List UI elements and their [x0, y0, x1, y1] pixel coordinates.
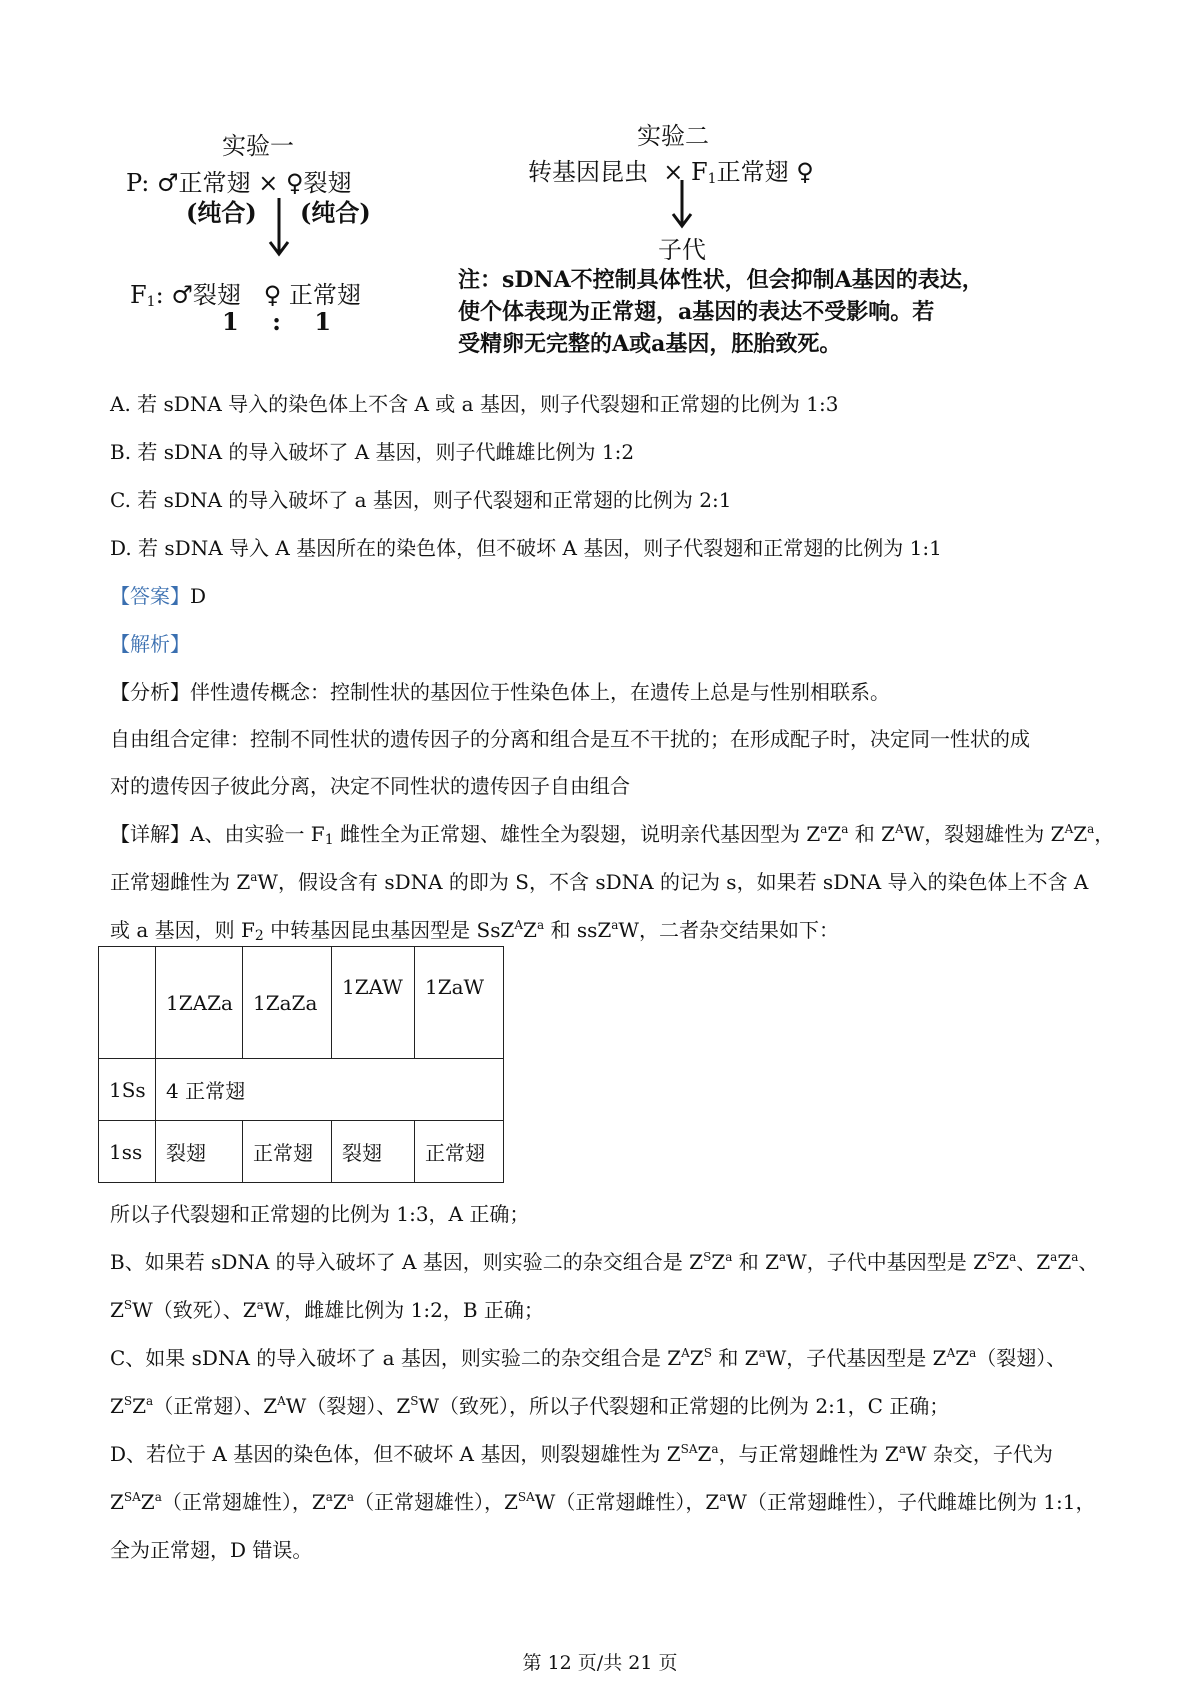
- female-symbol: ♀: [285, 169, 304, 197]
- answer-value: D: [190, 584, 207, 608]
- page-footer: 第 12 页/共 21 页: [522, 1652, 678, 1674]
- answer: [110, 580, 206, 609]
- table-row-label: 1Ss: [99, 1059, 156, 1121]
- table-header-cell: 1ZaZa: [243, 947, 332, 1059]
- table-header-cell: 1ZaW: [415, 947, 504, 1059]
- exp1-f1-line: $F_1$: ♂裂翅 ♀ 正常翅: [130, 281, 361, 310]
- cross-symbol: ×: [258, 169, 279, 197]
- table-row: [99, 1059, 504, 1121]
- option-a: A. 若 sDNA 导入的染色体上不含 A 或 a 基因，则子代裂翅和正常翅的比例为 1:3: [110, 392, 839, 416]
- table-cell: 裂翅: [156, 1121, 243, 1183]
- exp1-title: 实验一: [222, 132, 294, 160]
- male-symbol: ♂: [157, 169, 179, 197]
- table-header-cell: 1ZAZa: [156, 947, 243, 1059]
- table-row-label: 1ss: [99, 1121, 156, 1183]
- detail-c-line1: C、如果 sDNA 的导入破坏了 a 基因，则实验二的杂交组合是 $Z^AZ^S$ 和 $Z^aW$，子代基因型是 $Z^AZ^a$（裂翅）、: [110, 1346, 1067, 1370]
- fenxi-line2: 自由组合定律：控制不同性状的遗传因子的分离和组合是互不干扰的；在形成配子时，决定同一性状的成: [110, 727, 1030, 751]
- punnett-table: [98, 946, 504, 1183]
- table-header-row: [99, 947, 504, 1059]
- table-cell: 正常翅: [415, 1121, 504, 1183]
- detail-b-line1: B、如果若 sDNA 的导入破坏了 A 基因，则实验二的杂交组合是 $Z^SZ^a$ 和 $Z^aW$，子代中基因型是 $Z^SZ^a$、$Z^aZ^a$、: [110, 1250, 1099, 1274]
- option-d: D. 若 sDNA 导入 A 基因所在的染色体，但不破坏 A 基因，则子代裂翅和正常翅的比例为 1:1: [110, 536, 942, 560]
- detail-d-line3: 全为正常翅，D 错误。: [110, 1538, 313, 1562]
- exp1-ratio: 1 : 1: [222, 307, 332, 336]
- table-header-cell: 1ZAW: [332, 947, 415, 1059]
- fenxi-line1: 【分析】伴性遗传概念：控制性状的基因位于性染色体上，在遗传上总是与性别相联系。: [110, 680, 890, 704]
- exp1-pure-left: (纯合): [186, 198, 257, 227]
- exp1-arrow: [265, 198, 293, 258]
- detail-d-line1: D、若位于 A 基因的染色体，但不破坏 A 基因，则裂翅雄性为 $Z^{SA}Z^a$，与正常翅雌性为 $Z^aW$ 杂交，子代为: [110, 1442, 1053, 1466]
- option-c: C. 若 sDNA 的导入破坏了 a 基因，则子代裂翅和正常翅的比例为 2:1: [110, 488, 732, 512]
- detail-a-line1: 【详解】A、由实验一 $F_1$ 雌性全为正常翅、雄性全为裂翅，说明亲代基因型为 $Z^aZ^a$ 和 $Z^AW$，裂翅雄性为 $Z^AZ^a$，: [110, 822, 1115, 848]
- table-row: [99, 1121, 504, 1183]
- detail-a-line3: 或 a 基因，则 $F_2$ 中转基因昆虫基因型是 $SsZ^AZ^a$ 和 ssZ$^a$W，二者杂交结果如下：: [110, 918, 839, 944]
- exp1-parents-line: P: ♂正常翅 × ♀裂翅: [126, 169, 352, 197]
- detail-a-conclusion: 所以子代裂翅和正常翅的比例为 1:3，A 正确；: [110, 1202, 530, 1226]
- exp2-note: 注：sDNA不控制具体性状，但会抑制A基因的表达， 使个体表现为正常翅，a基因的表达不受影响。若 受精卵无完整的A或a基因，胚胎致死。: [458, 267, 984, 357]
- table-corner-cell: [99, 947, 156, 1059]
- detail-d-line2: $Z^{SA}Z^a$（正常翅雄性），$Z^aZ^a$（正常翅雄性），$Z^{SA}W$（正常翅雌性），$Z^aW$（正常翅雌性），子代雌雄比例为 1:1，: [110, 1490, 1096, 1514]
- table-merged-cell: 4 正常翅: [156, 1059, 504, 1121]
- table-cell: 裂翅: [332, 1121, 415, 1183]
- exp2-arrow: [668, 180, 696, 230]
- exp2-cross-line: 转基因昆虫 × $F_1$正常翅 ♀: [528, 158, 814, 187]
- answer-tag: 【答案】: [110, 584, 190, 608]
- table-cell: 正常翅: [243, 1121, 332, 1183]
- exp2-offspring: 子代: [658, 236, 706, 264]
- detail-c-line2: $Z^SZ^a$（正常翅）、$Z^AW$（裂翅）、$Z^SW$（致死），所以子代裂翅和正常翅的比例为 2:1，C 正确；: [110, 1394, 950, 1418]
- exp2-title: 实验二: [637, 122, 709, 150]
- exp1-pure-right: (纯合): [300, 198, 371, 227]
- detail-b-line2: $Z^SW$（致死）、$Z^aW$，雌雄比例为 1:2，B 正确；: [110, 1298, 544, 1322]
- analysis-tag: 【解析】: [110, 632, 190, 656]
- option-b: B. 若 sDNA 的导入破坏了 A 基因，则子代雌雄比例为 1:2: [110, 440, 635, 464]
- detail-a-line2: 正常翅雌性为 $Z^aW$，假设含有 sDNA 的即为 S，不含 sDNA 的记为 s，如果若 sDNA 导入的染色体上不含 A: [110, 870, 1089, 894]
- fenxi-line3: 对的遗传因子彼此分离，决定不同性状的遗传因子自由组合: [110, 774, 630, 798]
